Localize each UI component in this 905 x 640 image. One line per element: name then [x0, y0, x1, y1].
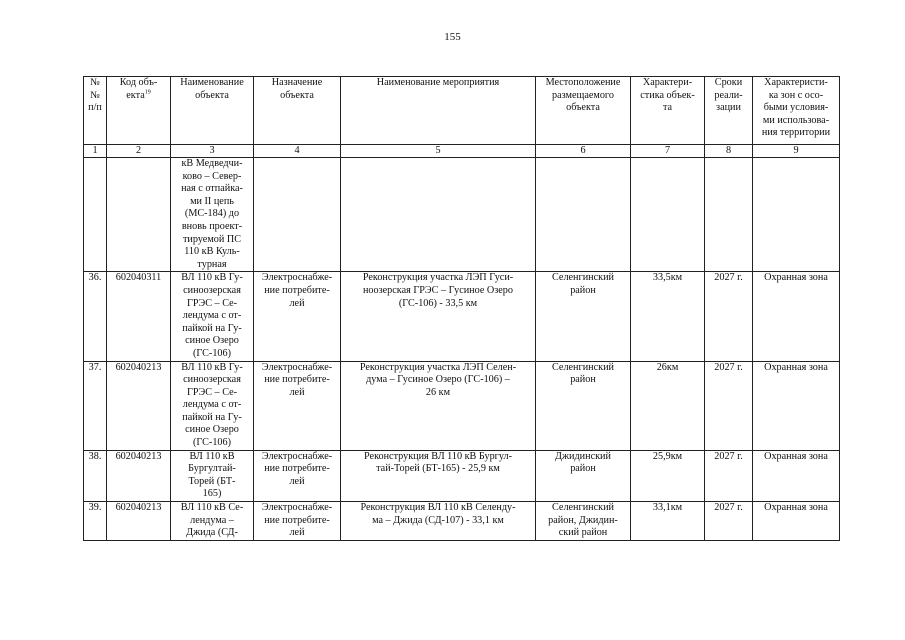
cell-line: Селенгинский — [552, 361, 614, 373]
cell-line: ноозерская ГРЭС – Гусиное Озеро — [362, 284, 513, 296]
cell-line: Наименование — [180, 77, 244, 88]
object-code: 602040213 — [107, 361, 171, 450]
page-number: 155 — [444, 31, 461, 43]
cell-line: объекта — [566, 102, 600, 114]
object-characteristic: 33,1км — [631, 502, 705, 541]
cell-line: ка зон с осо- — [768, 89, 824, 101]
cell-line: турная — [197, 258, 227, 270]
cell-line: дума – Гусиное Озеро (ГС-106) – — [366, 374, 510, 386]
implementation-term: 2027 г. — [705, 361, 753, 450]
object-code — [107, 158, 171, 272]
measure-name — [341, 502, 536, 541]
cell-line: зации — [716, 102, 741, 114]
cell-line: объекта — [280, 89, 314, 101]
cell-line: Реконструкция ВЛ 110 кВ Селенду- — [360, 502, 516, 514]
cell-line: ский район — [558, 527, 608, 539]
column-header-9 — [753, 77, 840, 145]
object-location — [536, 502, 631, 541]
cell-line: район — [570, 374, 596, 386]
object-characteristic — [631, 158, 705, 272]
cell-line: лендума – — [190, 514, 234, 526]
cell-line: ми II цепь — [190, 195, 234, 207]
cell-line: Реконструкция участка ЛЭП Селен- — [359, 361, 517, 373]
measure-name — [341, 158, 536, 272]
table-row — [84, 158, 840, 272]
column-number: 8 — [705, 145, 753, 158]
cell-line: ми использова- — [762, 114, 830, 126]
column-number: 6 — [536, 145, 631, 158]
cell-line: Бургултай- — [188, 463, 236, 475]
cell-line: п/п — [88, 102, 102, 114]
row-number: 39. — [84, 502, 107, 541]
column-number: 9 — [753, 145, 840, 158]
object-location — [536, 361, 631, 450]
measure-name — [341, 272, 536, 361]
cell-line: Назначение — [271, 77, 323, 88]
cell-line: № — [90, 89, 100, 101]
row-number — [84, 158, 107, 272]
implementation-term: 2027 г. — [705, 502, 753, 541]
cell-line: № — [90, 77, 100, 88]
cell-line: тай-Торей (БТ-165) - 25,9 км — [376, 463, 500, 475]
cell-line: Селенгинский — [552, 502, 614, 514]
cell-line: Код объ- — [119, 77, 158, 88]
cell-line: лей — [289, 527, 305, 539]
cell-line: Селенгинский — [552, 272, 614, 284]
cell-line: лендума с от- — [182, 399, 242, 411]
implementation-term: 2027 г. — [705, 272, 753, 361]
cell-line: ВЛ 110 кВ Гу- — [181, 272, 243, 284]
cell-line: ВЛ 110 кВ Се- — [180, 502, 244, 514]
cell-line: район — [570, 284, 596, 296]
cell-line: объекта — [195, 89, 229, 101]
cell-line: Характери- — [642, 77, 693, 88]
cell-line: синое Озеро — [185, 335, 239, 347]
measure-name — [341, 450, 536, 501]
cell-line: лендума с от- — [182, 310, 242, 322]
table-row — [84, 450, 840, 501]
column-header-7 — [631, 77, 705, 145]
cell-line: Электроснабже- — [261, 361, 333, 373]
object-location — [536, 158, 631, 272]
cell-line: ние потребите- — [264, 463, 330, 475]
cell-line: ния территории — [761, 127, 831, 139]
column-header-3 — [171, 77, 254, 145]
cell-line: Джида (СД- — [186, 527, 238, 539]
object-characteristic: 25,9км — [631, 450, 705, 501]
cell-line: стика объек- — [640, 89, 695, 101]
column-number-row — [84, 145, 840, 158]
object-code: 602040213 — [107, 502, 171, 541]
object-purpose — [254, 158, 341, 272]
zone-characteristic: Охранная зона — [753, 272, 840, 361]
cell-line: реали- — [714, 89, 743, 101]
object-purpose — [254, 450, 341, 501]
column-header-2 — [107, 77, 171, 145]
cell-line: Электроснабже- — [261, 502, 333, 514]
cell-line: быми условия- — [763, 102, 829, 114]
implementation-term: 2027 г. — [705, 450, 753, 501]
cell-line: 26 км — [425, 386, 451, 398]
row-number: 36. — [84, 272, 107, 361]
cell-line: (ГС-106) — [192, 347, 231, 359]
table-row — [84, 361, 840, 450]
cell-line: Сроки — [714, 77, 743, 88]
cell-line: Местоположение — [545, 77, 621, 88]
cell-line: размещаемого — [552, 89, 614, 101]
object-purpose — [254, 272, 341, 361]
cell-line: вновь проект- — [181, 220, 243, 232]
object-name — [171, 158, 254, 272]
column-header-6 — [536, 77, 631, 145]
objects-table — [83, 76, 840, 541]
zone-characteristic — [753, 158, 840, 272]
object-location — [536, 272, 631, 361]
object-name — [171, 361, 254, 450]
cell-line: 165) — [202, 488, 222, 500]
row-number: 37. — [84, 361, 107, 450]
object-characteristic: 33,5км — [631, 272, 705, 361]
cell-line: ВЛ 110 кВ — [189, 450, 235, 462]
footnote-marker: 19 — [144, 89, 151, 96]
cell-line: ГРЭС – Се- — [186, 297, 238, 309]
object-purpose — [254, 361, 341, 450]
zone-characteristic: Охранная зона — [753, 361, 840, 450]
cell-line: район, Джидин- — [548, 514, 618, 526]
column-number: 1 — [84, 145, 107, 158]
cell-line: лей — [289, 297, 305, 309]
column-number: 5 — [341, 145, 536, 158]
zone-characteristic: Охранная зона — [753, 450, 840, 501]
cell-line: синоозерская — [183, 374, 241, 386]
column-number: 7 — [631, 145, 705, 158]
cell-line: (ГС-106) — [192, 437, 231, 449]
column-header-4 — [254, 77, 341, 145]
cell-line: ная с отпайка- — [181, 183, 243, 195]
cell-line: екта$^{19}$ — [126, 89, 151, 101]
cell-line: ВЛ 110 кВ Гу- — [181, 361, 243, 373]
zone-characteristic: Охранная зона — [753, 502, 840, 541]
object-location — [536, 450, 631, 501]
cell-line: ГРЭС – Се- — [186, 386, 238, 398]
cell-line: пайкой на Гу- — [182, 322, 242, 334]
table-body — [84, 158, 840, 541]
cell-line: 110 кВ Куль- — [184, 246, 240, 258]
object-name — [171, 502, 254, 541]
column-header-1 — [84, 77, 107, 145]
cell-line: Электроснабже- — [261, 272, 333, 284]
cell-line: Электроснабже- — [261, 450, 333, 462]
object-code: 602040213 — [107, 450, 171, 501]
cell-line: та — [662, 102, 673, 114]
cell-line: (ГС-106) - 33,5 км — [398, 297, 478, 309]
cell-line: ма – Джида (СД-107) - 33,1 км — [372, 514, 504, 526]
cell-line: Реконструкция участка ЛЭП Гуси- — [362, 272, 514, 284]
measure-name — [341, 361, 536, 450]
cell-line: тируемой ПС — [182, 233, 242, 245]
object-name — [171, 272, 254, 361]
cell-line: Реконструкция ВЛ 110 кВ Бургул- — [364, 450, 512, 462]
object-code: 602040311 — [107, 272, 171, 361]
cell-line: Торей (БТ- — [188, 475, 236, 487]
column-number: 3 — [171, 145, 254, 158]
cell-line: пайкой на Гу- — [182, 411, 242, 423]
cell-line: ние потребите- — [264, 284, 330, 296]
column-number: 2 — [107, 145, 171, 158]
cell-line: лей — [289, 475, 305, 487]
object-characteristic: 26км — [631, 361, 705, 450]
column-header-8 — [705, 77, 753, 145]
column-number: 4 — [254, 145, 341, 158]
header-row — [84, 77, 840, 145]
cell-line: синоозерская — [183, 284, 241, 296]
cell-line: Характеристи- — [764, 77, 828, 88]
cell-line: ково – Север- — [182, 170, 242, 182]
table-row — [84, 502, 840, 541]
cell-line: кВ Медведчи- — [181, 158, 243, 169]
implementation-term — [705, 158, 753, 272]
object-purpose — [254, 502, 341, 541]
cell-line: ние потребите- — [264, 374, 330, 386]
row-number: 38. — [84, 450, 107, 501]
cell-line: ние потребите- — [264, 514, 330, 526]
cell-line: Джидинский — [555, 450, 611, 462]
table-row — [84, 272, 840, 361]
object-name — [171, 450, 254, 501]
cell-line: Наименование мероприятия — [376, 77, 500, 88]
cell-line: район — [570, 463, 596, 475]
column-header-5 — [341, 77, 536, 145]
cell-line: лей — [289, 386, 305, 398]
cell-line: (МС-184) до — [184, 208, 240, 220]
cell-line: синое Озеро — [185, 424, 239, 436]
